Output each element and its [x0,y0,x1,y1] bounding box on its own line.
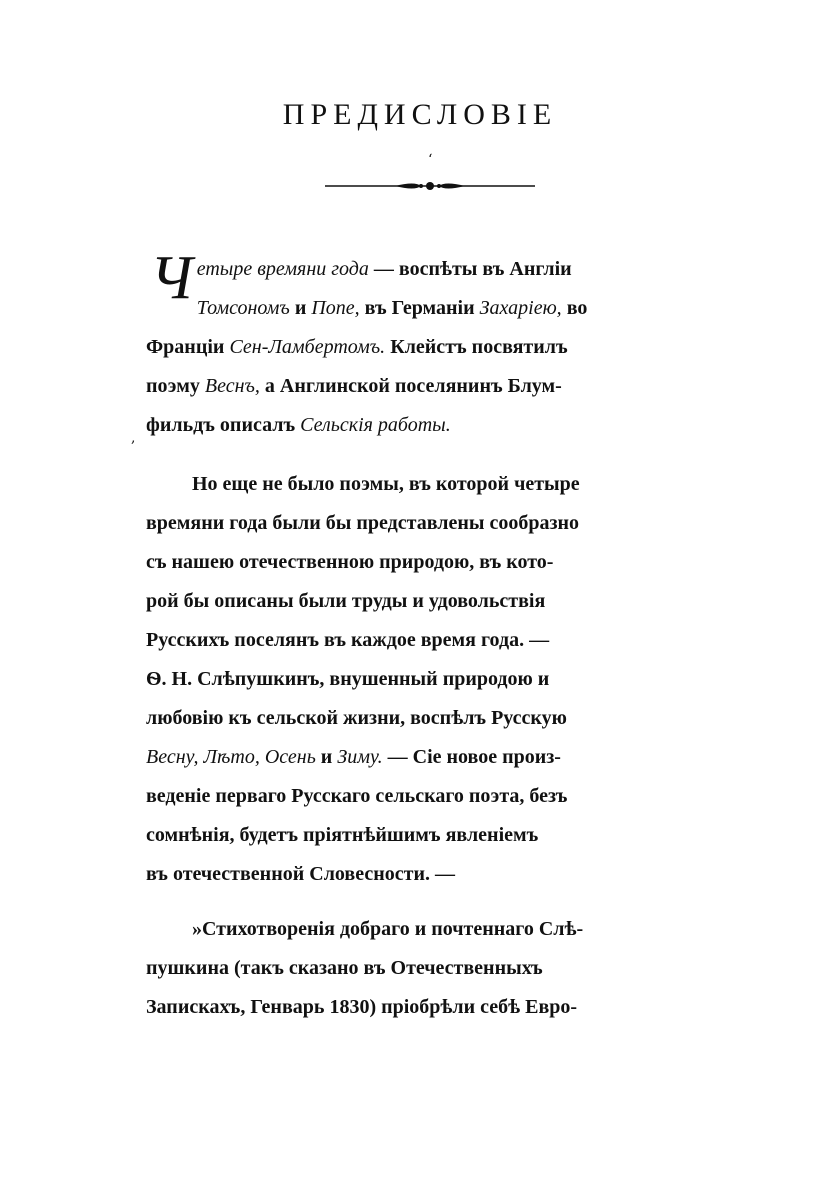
text-run: пушкина (такъ сказано въ Отечественныхъ [146,957,543,979]
italic-run: етыре времяни года [196,258,369,280]
text-line [146,816,716,855]
text-line [146,328,716,367]
italic-run: Веснъ, [204,375,260,397]
text-run: Франціи [146,336,230,358]
text-line [146,660,716,699]
text-line [146,250,716,289]
text-line [146,543,716,582]
text-run: Ѳ. Н. Слѣпушкинъ, внушенный природою и [146,668,550,690]
ornament-divider-icon [325,176,535,196]
text-run: во [561,297,588,319]
italic-run: Томсономъ [196,297,290,319]
italic-run: Сельскія работы. [300,414,451,436]
text-run: Но еще не было поэмы, въ которой четыре [192,473,580,495]
text-line [146,406,716,445]
text-line [146,367,716,406]
text-line [146,988,716,1027]
text-run: рой бы описаны были труды и удовольствія [146,590,546,612]
text-run: сомнѣнія, будетъ пріятнѣйшимъ явленіемъ [146,824,539,846]
text-run: въ отечественной Словесности. — [146,863,455,885]
text-line [146,949,716,988]
text-run: — воспѣты въ Англіи [368,258,572,280]
paragraph-2 [146,465,716,894]
text-run: фильдъ описалъ [146,414,301,436]
text-line [146,504,716,543]
text-run: любовію къ сельской жизни, воспѣлъ Русскую [146,707,567,729]
paragraph-1-lines [146,244,716,445]
page-title: ПРЕДИСЛОВІЕ [282,98,558,131]
italic-run: Попе, [311,297,360,319]
paragraph-3-lines [146,910,716,1027]
text-line [146,777,716,816]
text-run: — Сіе новое произ- [382,746,561,768]
tick-mark: ʻ [428,152,433,168]
text-run: Русскихъ поселянъ въ каждое время года. — [146,629,550,651]
text-line [146,855,716,894]
text-run: »Стихотворенія добраго и почтеннаго Слѣ- [192,918,584,940]
text-line [146,465,716,504]
text-run: и [289,297,312,319]
text-run: времяни года были бы представлены сообразно [146,512,580,534]
text-line [146,910,716,949]
text-line [146,621,716,660]
italic-run: Зиму. [337,746,383,768]
paragraph-1 [146,244,716,445]
paragraph-2-lines [146,465,716,894]
drop-cap: Ч [150,244,193,312]
italic-run: Весну, Лѣто, Осень [146,746,316,768]
text-run: а Англинской поселянинъ Блум- [259,375,562,397]
text-run: Запискахъ, Генварь 1830) пріобрѣли себѣ Евро- [146,996,578,1018]
text-run: въ Германіи [359,297,480,319]
text-run: Клейстъ посвятилъ [385,336,568,358]
margin-mark: , [131,430,136,446]
italic-run: Сен-Ламбертомъ. [229,336,386,358]
text-run: съ нашею отечественною природою, въ кото- [146,551,554,573]
text-line [146,738,716,777]
text-run: и [315,746,338,768]
text-run: веденіе перваго Русскаго сельскаго поэта, безъ [146,785,568,807]
text-line [146,289,716,328]
paragraph-3 [146,910,716,1027]
text-line [146,699,716,738]
italic-run: Захаріею, [479,297,562,319]
text-line [146,582,716,621]
text-run: поэму [146,375,205,397]
